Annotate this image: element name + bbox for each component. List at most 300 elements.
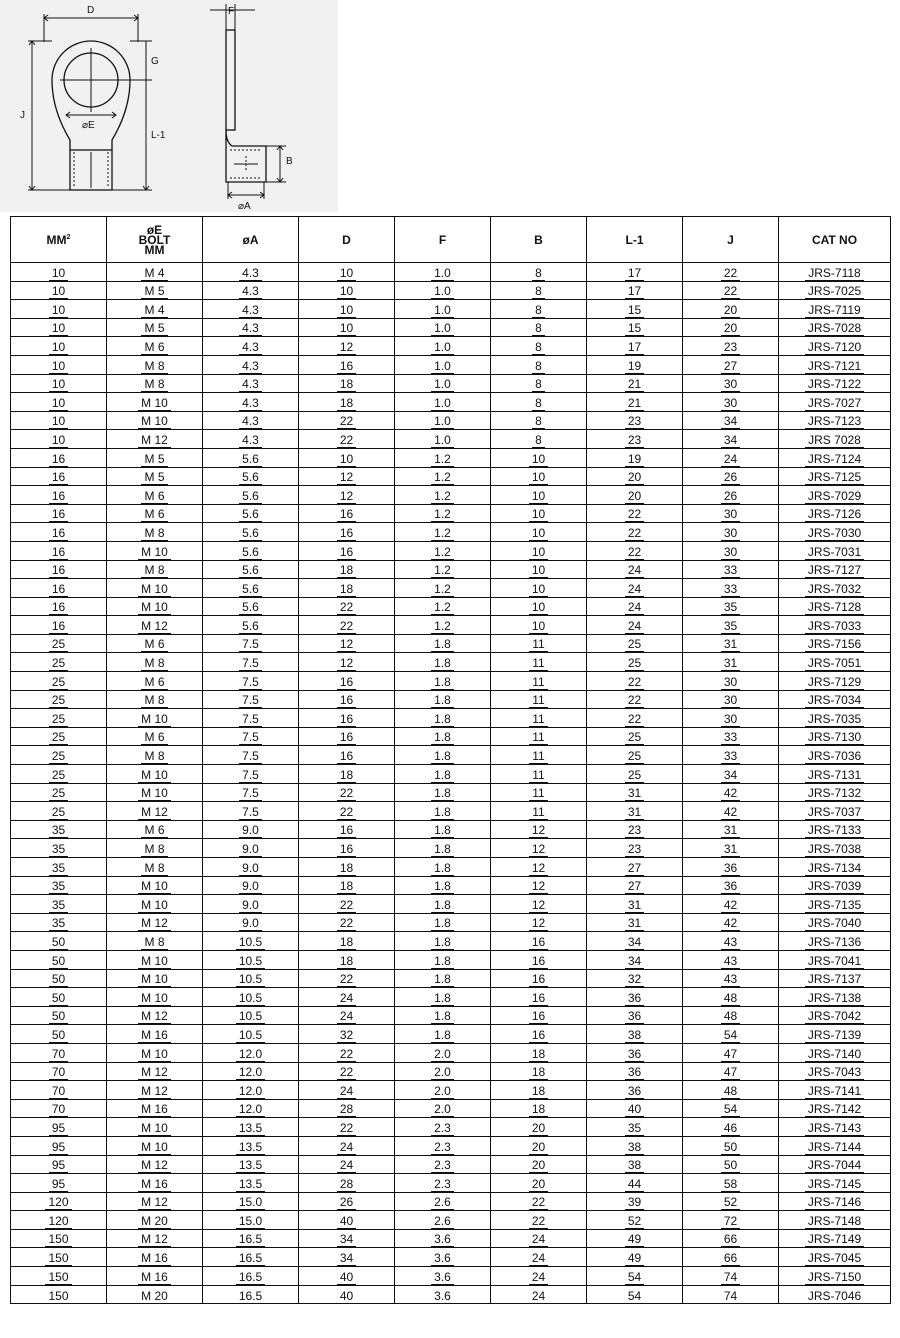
cell-a: 7.5 <box>203 653 299 672</box>
cell-cat-no: JRS-7051 <box>779 653 891 672</box>
cell-cat-no: JRS-7142 <box>779 1099 891 1118</box>
cell-l1: 23 <box>587 820 683 839</box>
cell-l1: 49 <box>587 1229 683 1248</box>
cell-f: 3.6 <box>395 1229 491 1248</box>
table-row <box>11 858 891 877</box>
cell-j: 31 <box>683 634 779 653</box>
cell-l1: 24 <box>587 560 683 579</box>
cell-j: 30 <box>683 523 779 542</box>
cell-cat-no: JRS-7036 <box>779 746 891 765</box>
cell-f: 1.0 <box>395 300 491 319</box>
cell-l1: 15 <box>587 318 683 337</box>
cell-d: 12 <box>299 337 395 356</box>
cell-a: 7.5 <box>203 765 299 784</box>
table-row <box>11 1136 891 1155</box>
cell-bolt: M 10 <box>107 1118 203 1137</box>
cell-d: 10 <box>299 300 395 319</box>
cell-d: 10 <box>299 448 395 467</box>
cell-j: 33 <box>683 560 779 579</box>
cell-bolt: M 8 <box>107 653 203 672</box>
cell-l1: 17 <box>587 337 683 356</box>
cell-b: 20 <box>491 1118 587 1137</box>
terminal-diagram <box>0 0 338 212</box>
cell-j: 22 <box>683 263 779 282</box>
cell-f: 1.8 <box>395 746 491 765</box>
table-row <box>11 876 891 895</box>
cell-j: 66 <box>683 1248 779 1267</box>
cell-j: 42 <box>683 802 779 821</box>
table-row <box>11 913 891 932</box>
cell-f: 1.2 <box>395 616 491 635</box>
col-header-b: B <box>491 217 587 263</box>
cell-f: 1.8 <box>395 820 491 839</box>
cell-l1: 27 <box>587 876 683 895</box>
cell-bolt: M 8 <box>107 858 203 877</box>
cell-bolt: M 12 <box>107 1006 203 1025</box>
cell-l1: 23 <box>587 430 683 449</box>
cell-bolt: M 10 <box>107 895 203 914</box>
cell-mm2: 35 <box>11 895 107 914</box>
cell-mm2: 25 <box>11 672 107 691</box>
cell-b: 24 <box>491 1267 587 1286</box>
col-header-mm2: $MM^2$ <box>11 217 107 263</box>
cell-bolt: M 4 <box>107 300 203 319</box>
table-row <box>11 653 891 672</box>
cell-mm2: 16 <box>11 523 107 542</box>
cell-mm2: 10 <box>11 337 107 356</box>
cell-cat-no: JRS-7121 <box>779 355 891 374</box>
cell-f: 1.0 <box>395 393 491 412</box>
cell-bolt: M 8 <box>107 374 203 393</box>
cell-bolt: M 8 <box>107 355 203 374</box>
cell-mm2: 10 <box>11 263 107 282</box>
cell-f: 1.8 <box>395 783 491 802</box>
cell-cat-no: JRS-7038 <box>779 839 891 858</box>
cell-b: 22 <box>491 1192 587 1211</box>
table-row <box>11 727 891 746</box>
cell-j: 48 <box>683 988 779 1007</box>
cell-j: 30 <box>683 672 779 691</box>
cell-a: 5.6 <box>203 579 299 598</box>
cell-bolt: M 10 <box>107 876 203 895</box>
cell-l1: 25 <box>587 765 683 784</box>
cell-cat-no: JRS-7126 <box>779 504 891 523</box>
cell-j: 36 <box>683 858 779 877</box>
cell-a: 4.3 <box>203 263 299 282</box>
cell-f: 1.2 <box>395 523 491 542</box>
col-header-l1: L-1 <box>587 217 683 263</box>
cell-mm2: 150 <box>11 1248 107 1267</box>
table-row <box>11 467 891 486</box>
cell-f: 1.8 <box>395 932 491 951</box>
cell-f: 2.0 <box>395 1062 491 1081</box>
table-row <box>11 932 891 951</box>
cell-mm2: 95 <box>11 1118 107 1137</box>
cell-f: 1.8 <box>395 802 491 821</box>
cell-cat-no: JRS-7119 <box>779 300 891 319</box>
cell-b: 10 <box>491 616 587 635</box>
cell-d: 28 <box>299 1174 395 1193</box>
cell-d: 22 <box>299 1062 395 1081</box>
cell-a: 12.0 <box>203 1099 299 1118</box>
cell-b: 8 <box>491 430 587 449</box>
table-row <box>11 802 891 821</box>
cell-b: 16 <box>491 1006 587 1025</box>
cell-cat-no: JRS-7144 <box>779 1136 891 1155</box>
cell-f: 1.8 <box>395 913 491 932</box>
table-row <box>11 355 891 374</box>
cell-a: 16.5 <box>203 1248 299 1267</box>
cell-a: 4.3 <box>203 300 299 319</box>
cell-mm2: 25 <box>11 653 107 672</box>
table-row <box>11 969 891 988</box>
cell-mm2: 150 <box>11 1267 107 1286</box>
table-row <box>11 950 891 969</box>
cell-a: 16.5 <box>203 1229 299 1248</box>
cell-a: 9.0 <box>203 858 299 877</box>
cell-cat-no: JRS-7040 <box>779 913 891 932</box>
cell-mm2: 95 <box>11 1174 107 1193</box>
cell-b: 12 <box>491 913 587 932</box>
cell-bolt: M 16 <box>107 1174 203 1193</box>
cell-d: 16 <box>299 355 395 374</box>
cell-mm2: 50 <box>11 932 107 951</box>
cell-j: 42 <box>683 913 779 932</box>
cell-mm2: 10 <box>11 393 107 412</box>
cell-d: 12 <box>299 634 395 653</box>
cell-cat-no: JRS-7125 <box>779 467 891 486</box>
cell-l1: 54 <box>587 1285 683 1304</box>
cell-a: 15.0 <box>203 1192 299 1211</box>
table-row <box>11 579 891 598</box>
cell-b: 11 <box>491 672 587 691</box>
cell-d: 22 <box>299 597 395 616</box>
cell-a: 10.5 <box>203 988 299 1007</box>
cell-a: 4.3 <box>203 355 299 374</box>
cell-bolt: M 10 <box>107 579 203 598</box>
cell-cat-no: JRS-7146 <box>779 1192 891 1211</box>
cell-f: 2.3 <box>395 1118 491 1137</box>
cell-l1: 40 <box>587 1099 683 1118</box>
cell-l1: 32 <box>587 969 683 988</box>
cell-f: 1.8 <box>395 727 491 746</box>
cell-l1: 31 <box>587 783 683 802</box>
cell-cat-no: JRS-7136 <box>779 932 891 951</box>
cell-l1: 31 <box>587 913 683 932</box>
cell-d: 32 <box>299 1025 395 1044</box>
cell-b: 10 <box>491 504 587 523</box>
cell-a: 9.0 <box>203 895 299 914</box>
table-row <box>11 411 891 430</box>
label-g: G <box>151 56 159 67</box>
cell-l1: 22 <box>587 690 683 709</box>
cell-b: 11 <box>491 727 587 746</box>
cell-a: 5.6 <box>203 523 299 542</box>
cell-cat-no: JRS-7131 <box>779 765 891 784</box>
cell-cat-no: JRS-7148 <box>779 1211 891 1230</box>
cell-d: 22 <box>299 895 395 914</box>
cell-mm2: 50 <box>11 1006 107 1025</box>
cell-a: 10.5 <box>203 1025 299 1044</box>
table-row <box>11 281 891 300</box>
cell-a: 7.5 <box>203 709 299 728</box>
cell-f: 1.8 <box>395 709 491 728</box>
cell-cat-no: JRS-7045 <box>779 1248 891 1267</box>
cell-j: 20 <box>683 300 779 319</box>
cell-cat-no: JRS-7139 <box>779 1025 891 1044</box>
cell-j: 52 <box>683 1192 779 1211</box>
table-row <box>11 1248 891 1267</box>
cell-mm2: 16 <box>11 560 107 579</box>
cell-a: 16.5 <box>203 1285 299 1304</box>
cell-mm2: 10 <box>11 411 107 430</box>
cell-bolt: M 20 <box>107 1285 203 1304</box>
cell-l1: 36 <box>587 1006 683 1025</box>
cell-mm2: 70 <box>11 1043 107 1062</box>
cell-b: 20 <box>491 1174 587 1193</box>
cell-l1: 34 <box>587 950 683 969</box>
table-row <box>11 1099 891 1118</box>
cell-mm2: 35 <box>11 858 107 877</box>
cell-f: 1.8 <box>395 876 491 895</box>
cell-a: 4.3 <box>203 374 299 393</box>
spec-table-body <box>11 263 891 1304</box>
cell-a: 7.5 <box>203 672 299 691</box>
cell-j: 36 <box>683 876 779 895</box>
cell-cat-no: JRS-7156 <box>779 634 891 653</box>
table-row <box>11 895 891 914</box>
table-row <box>11 988 891 1007</box>
cell-b: 24 <box>491 1229 587 1248</box>
cell-d: 10 <box>299 318 395 337</box>
cell-cat-no: JRS-7046 <box>779 1285 891 1304</box>
cell-bolt: M 10 <box>107 765 203 784</box>
cell-mm2: 16 <box>11 467 107 486</box>
cell-l1: 22 <box>587 504 683 523</box>
cell-j: 43 <box>683 969 779 988</box>
cell-d: 18 <box>299 560 395 579</box>
cell-j: 22 <box>683 281 779 300</box>
table-row <box>11 393 891 412</box>
table-row <box>11 1211 891 1230</box>
cell-l1: 36 <box>587 1043 683 1062</box>
cell-l1: 31 <box>587 802 683 821</box>
cell-b: 8 <box>491 337 587 356</box>
cell-a: 12.0 <box>203 1081 299 1100</box>
cell-j: 74 <box>683 1285 779 1304</box>
cell-mm2: 25 <box>11 802 107 821</box>
cell-l1: 44 <box>587 1174 683 1193</box>
cell-b: 10 <box>491 597 587 616</box>
table-row <box>11 1043 891 1062</box>
cell-b: 8 <box>491 263 587 282</box>
table-row <box>11 1006 891 1025</box>
cell-a: 13.5 <box>203 1174 299 1193</box>
cell-d: 22 <box>299 969 395 988</box>
cell-bolt: M 5 <box>107 281 203 300</box>
cell-b: 11 <box>491 746 587 765</box>
cell-cat-no: JRS-7128 <box>779 597 891 616</box>
cell-d: 24 <box>299 1081 395 1100</box>
cell-d: 22 <box>299 1043 395 1062</box>
cell-f: 3.6 <box>395 1267 491 1286</box>
cell-f: 1.0 <box>395 355 491 374</box>
cell-bolt: M 10 <box>107 411 203 430</box>
cell-a: 5.6 <box>203 486 299 505</box>
cell-b: 11 <box>491 783 587 802</box>
cell-l1: 21 <box>587 393 683 412</box>
cell-l1: 38 <box>587 1136 683 1155</box>
cell-b: 11 <box>491 690 587 709</box>
cell-d: 18 <box>299 765 395 784</box>
cell-d: 18 <box>299 393 395 412</box>
cell-b: 18 <box>491 1043 587 1062</box>
spec-table <box>10 216 891 1304</box>
cell-l1: 17 <box>587 263 683 282</box>
cell-j: 31 <box>683 839 779 858</box>
cell-d: 10 <box>299 263 395 282</box>
cell-bolt: M 12 <box>107 913 203 932</box>
table-row <box>11 746 891 765</box>
cell-l1: 36 <box>587 1062 683 1081</box>
cell-d: 18 <box>299 876 395 895</box>
cell-a: 4.3 <box>203 411 299 430</box>
cell-d: 16 <box>299 709 395 728</box>
cell-cat-no: JRS-7042 <box>779 1006 891 1025</box>
cell-d: 12 <box>299 467 395 486</box>
cell-mm2: 70 <box>11 1099 107 1118</box>
cell-d: 18 <box>299 374 395 393</box>
table-row <box>11 839 891 858</box>
cell-j: 48 <box>683 1081 779 1100</box>
cell-b: 12 <box>491 876 587 895</box>
cell-d: 26 <box>299 1192 395 1211</box>
cell-bolt: M 6 <box>107 820 203 839</box>
label-b: B <box>286 156 293 167</box>
cell-b: 22 <box>491 1211 587 1230</box>
table-row <box>11 486 891 505</box>
cell-l1: 38 <box>587 1155 683 1174</box>
cell-l1: 22 <box>587 523 683 542</box>
col-header-j: J <box>683 217 779 263</box>
cell-cat-no: JRS-7029 <box>779 486 891 505</box>
cell-d: 16 <box>299 746 395 765</box>
cell-f: 1.2 <box>395 486 491 505</box>
cell-bolt: M 10 <box>107 783 203 802</box>
cell-bolt: M 16 <box>107 1025 203 1044</box>
cell-f: 2.3 <box>395 1136 491 1155</box>
cell-j: 74 <box>683 1267 779 1286</box>
cell-a: 16.5 <box>203 1267 299 1286</box>
cell-f: 1.8 <box>395 839 491 858</box>
cell-d: 24 <box>299 988 395 1007</box>
cell-a: 13.5 <box>203 1155 299 1174</box>
cell-d: 10 <box>299 281 395 300</box>
cell-bolt: M 12 <box>107 1155 203 1174</box>
cell-j: 30 <box>683 690 779 709</box>
cell-f: 1.8 <box>395 895 491 914</box>
cell-f: 2.6 <box>395 1211 491 1230</box>
cell-l1: 23 <box>587 839 683 858</box>
cell-l1: 54 <box>587 1267 683 1286</box>
cell-a: 5.6 <box>203 560 299 579</box>
cell-bolt: M 5 <box>107 318 203 337</box>
cell-l1: 35 <box>587 1118 683 1137</box>
cell-j: 20 <box>683 318 779 337</box>
cell-a: 12.0 <box>203 1043 299 1062</box>
table-row <box>11 1155 891 1174</box>
header-row <box>11 217 891 263</box>
cell-f: 1.0 <box>395 281 491 300</box>
cell-f: 1.8 <box>395 653 491 672</box>
cell-a: 7.5 <box>203 634 299 653</box>
cell-cat-no: JRS-7134 <box>779 858 891 877</box>
cell-d: 16 <box>299 672 395 691</box>
cell-bolt: M 10 <box>107 393 203 412</box>
cell-j: 30 <box>683 709 779 728</box>
cell-j: 47 <box>683 1043 779 1062</box>
cell-bolt: M 10 <box>107 988 203 1007</box>
label-j: J <box>20 110 25 121</box>
table-row <box>11 1118 891 1137</box>
cell-bolt: M 6 <box>107 634 203 653</box>
cell-b: 10 <box>491 486 587 505</box>
cell-b: 10 <box>491 523 587 542</box>
cell-j: 42 <box>683 895 779 914</box>
cell-b: 8 <box>491 281 587 300</box>
cell-cat-no: JRS-7041 <box>779 950 891 969</box>
cell-a: 4.3 <box>203 281 299 300</box>
cell-b: 16 <box>491 988 587 1007</box>
cell-f: 1.0 <box>395 374 491 393</box>
cell-mm2: 25 <box>11 746 107 765</box>
cell-l1: 22 <box>587 672 683 691</box>
cell-a: 5.6 <box>203 541 299 560</box>
cell-f: 1.8 <box>395 672 491 691</box>
cell-f: 1.0 <box>395 337 491 356</box>
table-row <box>11 1025 891 1044</box>
cell-j: 35 <box>683 597 779 616</box>
cell-bolt: M 16 <box>107 1248 203 1267</box>
cell-b: 16 <box>491 950 587 969</box>
cell-a: 7.5 <box>203 727 299 746</box>
cell-mm2: 120 <box>11 1192 107 1211</box>
cell-bolt: M 10 <box>107 969 203 988</box>
table-row <box>11 1062 891 1081</box>
cell-bolt: M 10 <box>107 541 203 560</box>
cell-bolt: M 6 <box>107 672 203 691</box>
cell-cat-no: JRS-7137 <box>779 969 891 988</box>
cell-mm2: 16 <box>11 504 107 523</box>
cell-d: 18 <box>299 932 395 951</box>
col-header-cat-no: CAT NO <box>779 217 891 263</box>
cell-d: 16 <box>299 727 395 746</box>
cell-f: 2.3 <box>395 1155 491 1174</box>
cell-bolt: M 12 <box>107 430 203 449</box>
label-l1: L-1 <box>151 130 166 141</box>
table-row <box>11 1229 891 1248</box>
cell-d: 16 <box>299 820 395 839</box>
cell-mm2: 10 <box>11 300 107 319</box>
cell-b: 12 <box>491 858 587 877</box>
cell-mm2: 25 <box>11 690 107 709</box>
cell-j: 31 <box>683 653 779 672</box>
cell-j: 34 <box>683 430 779 449</box>
cell-j: 46 <box>683 1118 779 1137</box>
cell-f: 1.2 <box>395 597 491 616</box>
cell-cat-no: JRS-7135 <box>779 895 891 914</box>
cell-l1: 49 <box>587 1248 683 1267</box>
